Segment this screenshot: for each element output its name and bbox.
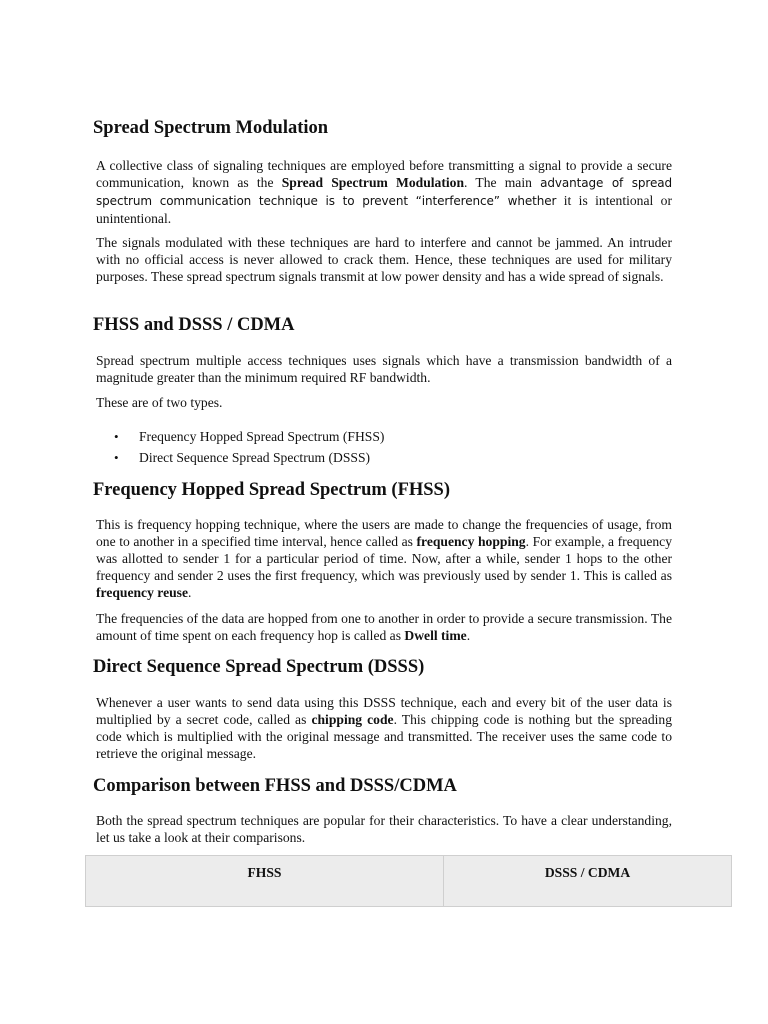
comparison-table (85, 855, 732, 907)
table-header-dsss-cdma: DSSS / CDMA (444, 856, 732, 907)
ssm-paragraph-1: A collective class of signaling techniques are employed before transmitting a signal to provide a secure communication, known as the Spread Spectrum Modulation. The main advantage of spread spectrum communication technique is to prevent “interference” whether it is intentional or unintentional. (96, 158, 672, 226)
heading-dsss: Direct Sequence Spread Spectrum (DSSS) (93, 657, 425, 677)
heading-spread-spectrum-modulation: Spread Spectrum Modulation (93, 118, 329, 138)
fhss-dsss-paragraph-1: Spread spectrum multiple access techniques uses signals which have a transmission bandwidth of a magnitude greater than the minimum required RF bandwidth. (96, 353, 672, 385)
fhss-paragraph-1: This is frequency hopping technique, where the users are made to change the frequencies of usage, from one to another in a specified time interval, hence called as frequency hopping. For example, a frequency was allotted to sender 1 for a particular period of time. Now, after a while, sender 1 hops to the other frequency and sender 2 uses the first frequency, which was previously used by sender 1. This is called as frequency reuse. (96, 517, 672, 600)
table-header-fhss: FHSS (86, 856, 444, 907)
bullet-icon: • (114, 429, 119, 444)
comparison-paragraph-1: Both the spread spectrum techniques are popular for their characteristics. To have a clear understanding, let us take a look at their comparisons. (96, 813, 672, 845)
heading-comparison: Comparison between FHSS and DSSS/CDMA (93, 776, 457, 796)
fhss-paragraph-2: The frequencies of the data are hopped from one to another in order to provide a secure transmission. The amount of time spent on each frequency hop is called as Dwell time. (96, 611, 672, 643)
ssm-paragraph-2: The signals modulated with these techniques are hard to interfere and cannot be jammed. An intruder with no official access is never allowed to crack them. Hence, these techniques are used for military purposes. These spread spectrum signals transmit at low power density and has a wide spread of signals. (96, 235, 672, 284)
list-item: • Direct Sequence Spread Spectrum (DSSS) (114, 450, 371, 465)
bullet-icon: • (114, 450, 119, 465)
heading-fhss-and-dsss: FHSS and DSSS / CDMA (93, 315, 295, 335)
list-item: • Frequency Hopped Spread Spectrum (FHSS) (114, 429, 385, 444)
dsss-paragraph-1: Whenever a user wants to send data using this DSSS technique, each and every bit of the user data is multiplied by a secret code, called as chipping code. This chipping code is nothing but the spreading code which is multiplied with the original message and transmitted. The receiver uses the same code to retrieve the original message. (96, 695, 673, 761)
table-header-row (86, 856, 732, 907)
types-list (96, 428, 384, 470)
heading-fhss: Frequency Hopped Spread Spectrum (FHSS) (93, 480, 451, 500)
fhss-dsss-paragraph-2: These are of two types. (96, 395, 223, 410)
